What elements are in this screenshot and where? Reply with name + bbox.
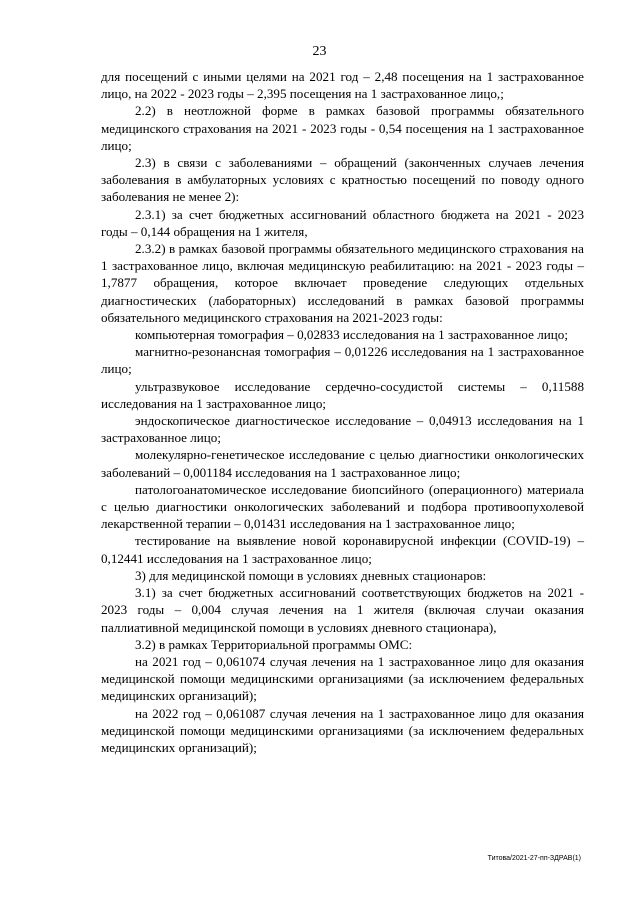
paragraph-2-3-1-regional-budget: 2.3.1) за счет бюджетных ассигнований областного бюджета на 2021 - 2023 годы – 0,144 обращения на 1 жителя, <box>101 206 584 239</box>
paragraph-2-3-disease-appeals: 2.3) в связи с заболеваниями – обращений (законченных случаев лечения заболевания в амбулаторных условиях с кратностью посещений по поводу одного заболевания не менее 2): <box>101 155 584 205</box>
footer-document-code: Титова/2021-27-пп-ЗДРАВ(1) <box>487 855 581 862</box>
paragraph-molecular-genetic: молекулярно-генетическое исследование с целью диагностики онкологических заболеваний – 0,001184 исследования на 1 застрахованное лицо; <box>101 447 584 480</box>
paragraph-2021-cases: на 2021 год – 0,061074 случая лечения на 1 застрахованное лицо для оказания медицинской помощи медицинскими организациями (за исключением федеральных медицинских организаций); <box>101 653 584 704</box>
page-number: 23 <box>312 44 327 59</box>
document-body <box>101 68 584 756</box>
paragraph-mri: магнитно-резонансная томография – 0,01226 исследования на 1 застрахованное лицо; <box>101 344 584 377</box>
paragraph-2022-cases: на 2022 год – 0,061087 случая лечения на 1 застрахованное лицо для оказания медицинской помощи медицинскими организациями (за исключением федеральных медицинских организаций); <box>101 705 584 755</box>
paragraph-2-2-emergency-form: 2.2) в неотложной форме в рамках базовой программы обязательного медицинского страхования на 2021 - 2023 годы - 0,54 посещения на 1 застрахованное лицо; <box>101 103 584 153</box>
paragraph-outpatient-other-visits: для посещений с иными целями на 2021 год – 2,48 посещения на 1 застрахованное лицо, на 2022 - 2023 годы – 2,395 посещения на 1 застрахованное лицо,; <box>101 69 584 102</box>
paragraph-3-2-territorial-program: 3.2) в рамках Территориальной программы ОМС: <box>135 636 413 652</box>
paragraph-2-3-2-basic-program: 2.3.2) в рамках базовой программы обязательного медицинского страхования на 1 застрахованное лицо, включая медицинскую реабилитацию: на 2021 - 2023 годы – 1,7877 обращения, которое включает проведение следующих отдельных диагностических (лабораторных) исследований в рамках базовой программы обязательного медицинского страхования на 2021-2023 годы: <box>101 241 584 325</box>
paragraph-ultrasound: ультразвуковое исследование сердечно-сосудистой системы – 0,11588 исследования на 1 застрахованное лицо; <box>101 378 584 411</box>
paragraph-3-day-hospitals: 3) для медицинской помощи в условиях дневных стационаров: <box>135 567 487 583</box>
paragraph-3-1-budget-allocations: 3.1) за счет бюджетных ассигнований соответствующих бюджетов на 2021 - 2023 годы – 0,004 случая лечения на 1 жителя (включая случаи оказания паллиативной медицинской помощи в условиях дневного стационара), <box>101 585 584 635</box>
paragraph-pathology: патологоанатомическое исследование биопсийного (операционного) материала с целью диагностики онкологических заболеваний и подбора противоопухолевой лекарственной терапии – 0,01431 исследования на 1 застрахованное лицо; <box>101 481 584 532</box>
paragraph-computed-tomography: компьютерная томография – 0,02833 исследования на 1 застрахованное лицо; <box>135 327 568 343</box>
paragraph-covid-testing: тестирование на выявление новой коронавирусной инфекции (COVID-19) – 0,12441 исследования на 1 застрахованное лицо; <box>101 533 584 566</box>
paragraph-endoscopy: эндоскопическое диагностическое исследование – 0,04913 исследования на 1 застрахованное лицо; <box>101 413 584 446</box>
